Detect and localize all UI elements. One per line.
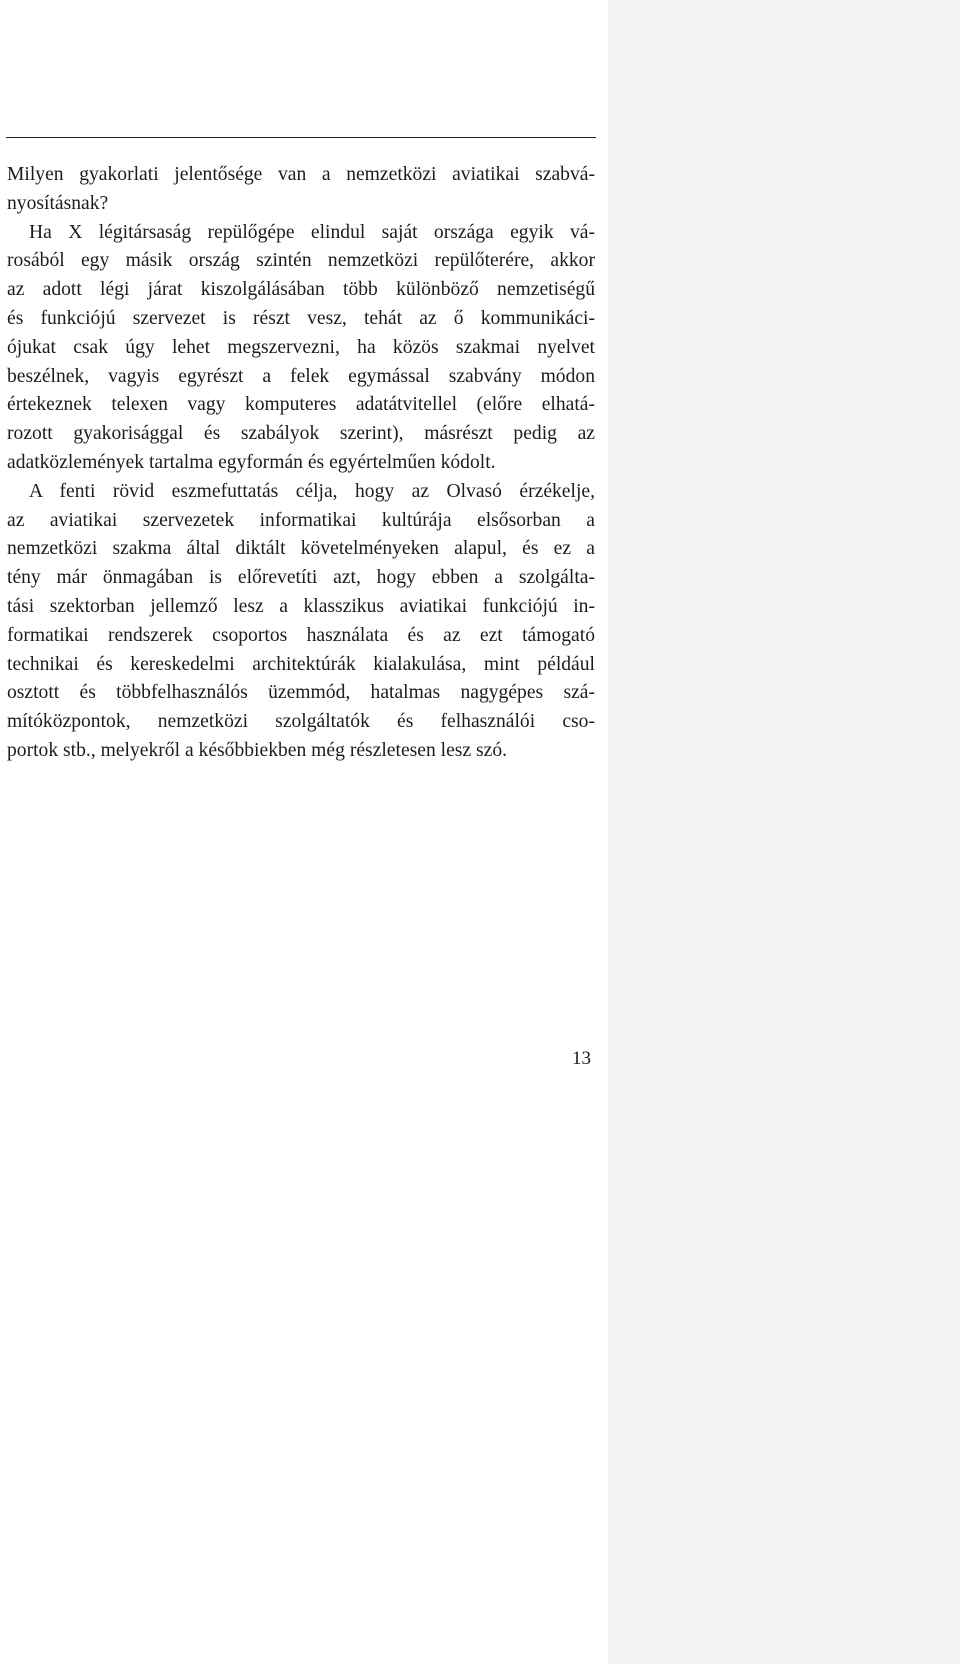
text-line: formatikai rendszerek csoportos használata és az ezt támogató <box>7 624 595 646</box>
text-line: mítóközpontok, nemzetközi szolgáltatók és felhasználói cso- <box>7 711 595 733</box>
paragraph-2 <box>7 478 595 766</box>
body-text <box>7 161 595 766</box>
text-line: adatközlemények tartalma egyformán és egyértelműen kódolt. <box>7 451 496 473</box>
question-paragraph <box>7 161 595 219</box>
text-line: az adott légi járat kiszolgálásában több különböző nemzetiségű <box>7 279 595 301</box>
text-line: tási szektorban jellemző lesz a klasszikus aviatikai funkciójú in- <box>7 595 595 617</box>
page-number: 13 <box>572 1048 591 1069</box>
page-margin-area <box>608 0 960 1664</box>
text-line: Milyen gyakorlati jelentősége van a nemzetközi aviatikai szabvá- <box>7 164 595 185</box>
text-line: ójukat csak úgy lehet megszervezni, ha közös szakmai nyelvet <box>7 336 595 358</box>
text-line: osztott és többfelhasználós üzemmód, hatalmas nagygépes szá- <box>7 682 595 704</box>
text-line: az aviatikai szervezetek informatikai kultúrája elsősorban a <box>7 509 595 531</box>
text-line: tény már önmagában is előrevetíti azt, hogy ebben a szolgálta- <box>7 567 595 589</box>
paragraph-1 <box>7 219 595 478</box>
text-line: A fenti rövid eszmefuttatás célja, hogy az Olvasó érzékelje, <box>29 480 595 502</box>
text-line: és funkciójú szervezet is részt vesz, tehát az ő kommunikáci- <box>7 307 595 329</box>
text-line: Ha X légitársaság repülőgépe elindul saját országa egyik vá- <box>29 221 595 243</box>
text-line: technikai és kereskedelmi architektúrák kialakulása, mint például <box>7 653 595 675</box>
text-line: portok stb., melyekről a későbbiekben még részletesen lesz szó. <box>7 739 508 761</box>
header-rule <box>6 137 596 138</box>
text-line: beszélnek, vagyis egyrészt a felek egymással szabvány módon <box>7 365 595 387</box>
text-line: értekeznek telexen vagy komputeres adatátvitellel (előre elhatá- <box>7 394 595 416</box>
text-line: rosából egy másik ország szintén nemzetközi repülőterére, akkor <box>7 250 595 272</box>
text-line: rozott gyakorisággal és szabályok szerint), másrészt pedig az <box>7 423 595 445</box>
text-line: nyosításnak? <box>7 192 109 214</box>
text-line: nemzetközi szakma által diktált követelményeken alapul, és ez a <box>7 538 595 560</box>
